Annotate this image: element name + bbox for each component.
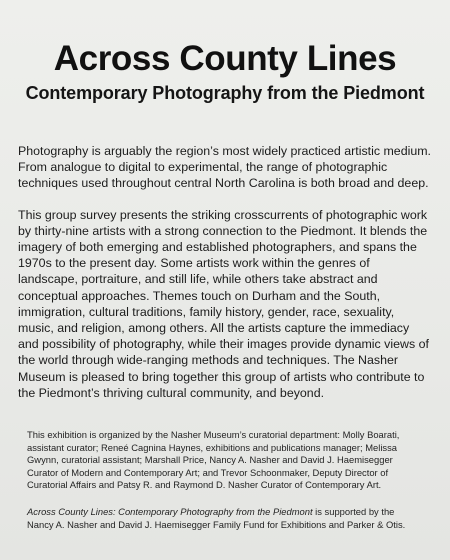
intro-paragraph-1: Photography is arguably the region’s most widely practiced artistic medium. From analogue to digital to experimental, the range of photographic techniques used throughout central North Carolina is both broad and deep. — [18, 144, 431, 191]
credits-section — [18, 429, 432, 531]
support-exhibition-title: Across County Lines: Contemporary Photography from the Piedmont — [27, 506, 313, 518]
organizers-credit: This exhibition is organized by the Nasher Museum’s curatorial department: Molly Boarati, assistant curator; Reneé Cagnina Haynes, exhibitions and publications manager; Melissa Gwynn, curatorial assistant; Marshall Price, Nancy A. Nasher and David J. Haemisegger Curator of Modern and Contemporary Art; and Trevor Schoonmaker, Deputy Director of Curatorial Affairs and Patsy R. and Raymond D. Nasher Curator of Contemporary Art. — [27, 429, 400, 491]
support-text: is supported by the Nancy A. Nasher and David J. Haemisegger Family Fund for Exhibitions and Parker & Otis. — [27, 506, 406, 530]
intro-text — [18, 143, 432, 401]
intro-paragraph-2: This group survey presents the striking crosscurrents of photographic work by thirty-nine artists with a strong connection to the Piedmont. It blends the imagery of both emerging and established photographers, and spans the 1970s to the present day. Some artists work within the genres of landscape, portraiture, and still life, while others take abstract and conceptual approaches. Themes touch on Durham and the South, immigration, cultural traditions, family history, gender, race, sexuality, music, and religion, among others. All the artists capture the immediacy and possibility of photography, while their images provide dynamic views of the world through wide-ranging methods and techniques. The Nasher Museum is pleased to bring together this group of artists who contribute to the Piedmont’s thriving cultural community, and beyond. — [18, 207, 429, 400]
support-credit — [27, 506, 420, 531]
exhibition-subtitle: Contemporary Photography from the Piedmont — [25, 83, 425, 103]
exhibition-title: Across County Lines — [53, 39, 397, 78]
